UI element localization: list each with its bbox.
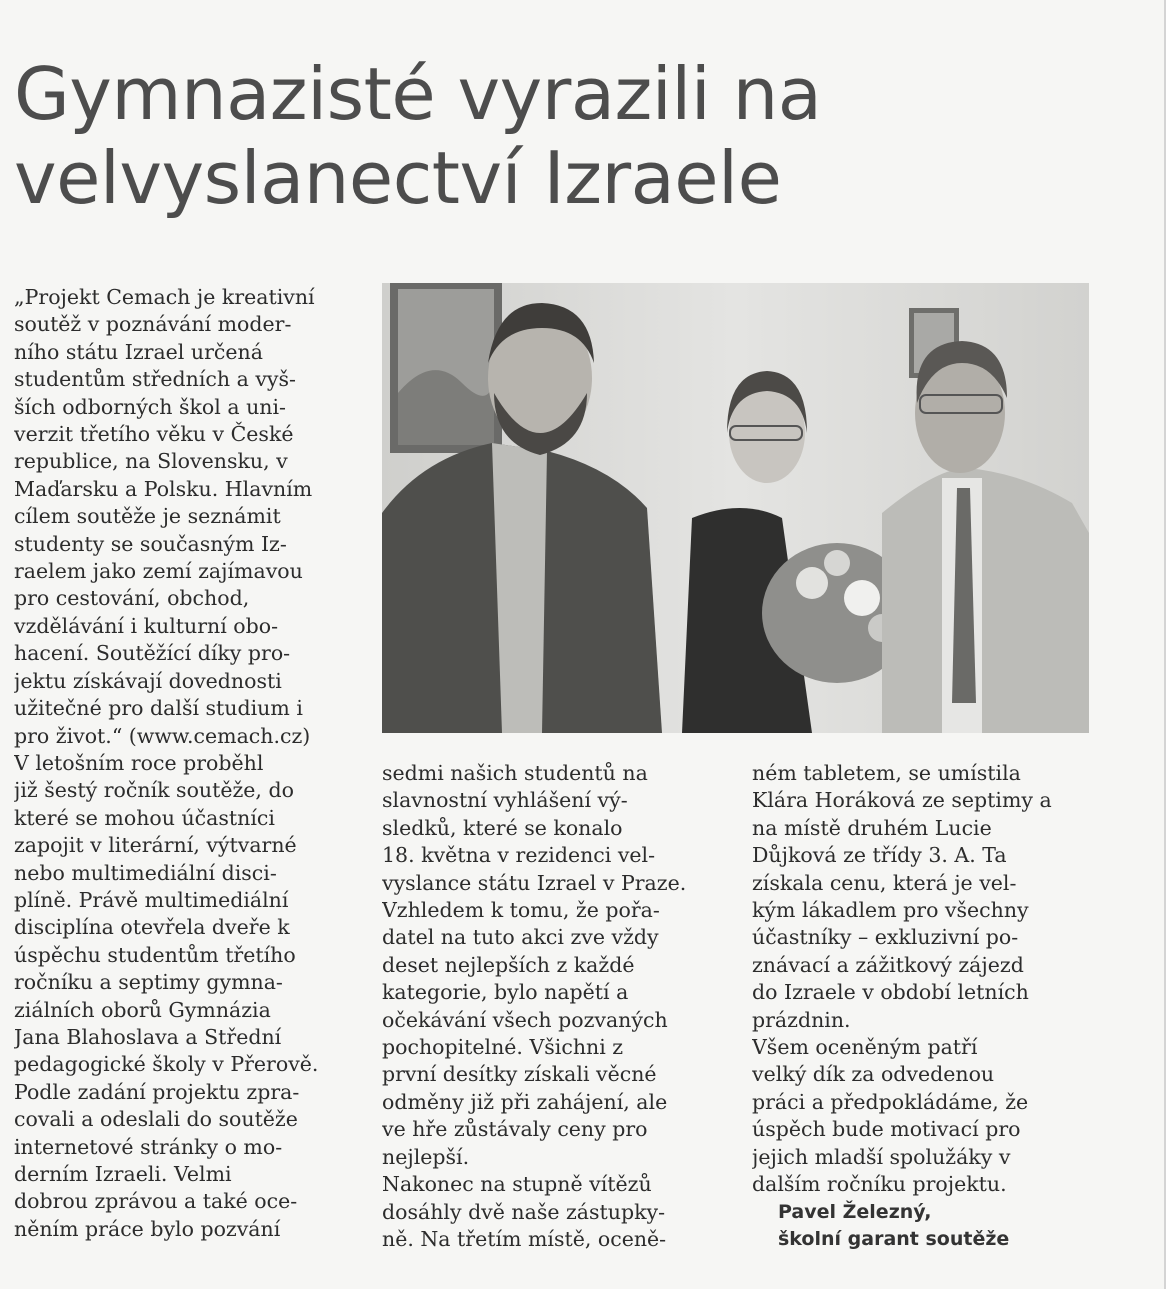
article-text-line: úspěch bude motivací pro [752,1117,1021,1142]
article-text-line: republice, na Slovensku, v [14,449,288,474]
article-text-line: ročníku a septimy gymna- [14,970,283,995]
article-text-line: na místě druhém Lucie [752,815,992,840]
text-column-1 [14,284,354,1243]
article-text-line: pochopitelné. Všichni z [382,1035,624,1060]
article-text-line: vyslance státu Izrael v Praze. [382,870,687,895]
article-text-line: studentům středních a vyš- [14,367,296,392]
article-text-line: dalším ročníku projektu. [752,1172,1007,1197]
article-text-line: verzit třetího věku v České [14,422,294,447]
article-text-line: odměny již při zahájení, ale [382,1089,668,1114]
headline [14,52,1144,220]
article-text-line: účastníky – exkluzivní po- [752,925,1019,950]
article-text-line: derním Izraeli. Velmi [14,1162,232,1186]
article-text-line: „Projekt Cemach je kreativní [14,285,315,309]
article-text-line: do Izraele v období letních [752,980,1029,1005]
article-text-line: sedmi našich studentů na [382,761,648,785]
article-text-line: cílem soutěže je seznámit [14,504,281,529]
article-text-line: Všem oceněným patří [752,1035,978,1060]
article-text-line: úspěchu studentům třetího [14,942,296,967]
article-text-line: sledků, které se konalo [382,815,623,840]
text-column-3 [752,760,1097,1253]
article-text-line: raelem jako zemí zajímavou [14,559,303,584]
article-text-line: očekávání všech pozvaných [382,1007,668,1032]
article-text-line: kategorie, bylo napětí a [382,980,629,1005]
article-text-line: Maďarsku a Polsku. Hlavním [14,476,313,501]
article-text-line: kým lákadlem pro všechny [752,898,1029,923]
article-text-line: ně. Na třetím místě, oceně- [382,1226,667,1251]
article-text-line: vzdělávání i kulturní obo- [14,613,278,638]
article-text-line: V letošním roce proběhl [14,750,264,775]
article-text-line: datel na tuto akci zve vždy [382,925,659,950]
article-text-line: Vzhledem k tomu, že pořa- [382,898,660,923]
article-text-line: ném tabletem, se umístila [752,761,1021,785]
article-text-line: deset nejlepších z každé [382,952,635,977]
article-text-line: hacení. Soutěžící díky pro- [14,641,291,666]
article-text-line: 18. května v rezidenci vel- [382,843,656,868]
article-text-line: znávací a zážitkový zájezd [752,952,1024,977]
article-text-line: užitečné pro další studium i [14,696,303,721]
article-text-line: Důjková ze třídy 3. A. Ta [752,843,1007,868]
article-text-line: nebo multimediální disci- [14,860,277,885]
article-text-line: ního státu Izrael určená [14,339,263,364]
author-role: školní garant soutěže [778,1227,1010,1250]
article-text-line: pro cestování, obchod, [14,586,250,611]
article-text-line: pro život.“ (www.cemach.cz) [14,723,311,748]
article-text-line: studenty se současným Iz- [14,531,287,556]
article-text-line: covali a odeslali do soutěže [14,1107,298,1132]
article-text-line: internetové stránky o mo- [14,1134,283,1159]
article-text-line: nejlepší. [382,1144,470,1169]
article-text-line: Podle zadání projektu zpra- [14,1079,300,1104]
article-text-line: první desítky získali věcné [382,1062,657,1087]
headline-line-2: velvyslanectví Izraele [14,136,782,220]
text-column-2 [382,760,722,1253]
article-text-line: Jana Blahoslava a Střední [14,1024,282,1049]
article-text-line: ve hře zůstávaly ceny pro [382,1117,648,1142]
article-text-line: získala cenu, která je vel- [752,870,1017,895]
article-text-line: soutěž v poznávání moder- [14,312,292,337]
article-text-line: ziálních oborů Gymnázia [14,997,271,1022]
article-text-line: dosáhly dvě naše zástupky- [382,1199,666,1224]
article-text-line: jejich mladší spolužáky v [752,1144,1011,1169]
article-text-line: již šestý ročník soutěže, do [14,778,294,803]
article-text-line: něním práce bylo pozvání [14,1216,281,1241]
article-text-line: dobrou zprávou a také oce- [14,1189,298,1214]
article-text-line: které se mohou účastníci [14,805,275,830]
article-text-line: zapojit v literární, výtvarné [14,833,297,858]
article-text-line: prázdnin. [752,1007,851,1032]
article-text-line: disciplína otevřela dveře k [14,915,290,940]
article-text-line: pedagogické školy v Přerově. [14,1052,319,1077]
article-photo [382,283,1089,733]
article-text-line: Klára Horáková ze septimy a [752,788,1052,813]
article-text-line: jektu získávají dovednosti [14,668,282,693]
article-text-line: plíně. Právě multimediální [14,887,289,912]
article-text-line: práci a předpokládáme, že [752,1089,1029,1114]
article-text-line: Nakonec na stupně vítězů [382,1172,652,1197]
headline-line-1: Gymnazisté vyrazili na [14,52,822,136]
article-text-line: ších odborných škol a uni- [14,394,286,419]
article-text-line: velký dík za odvedenou [752,1062,995,1087]
article-text-line: slavnostní vyhlášení vý- [382,788,628,813]
author-name: Pavel Železný, [778,1200,932,1223]
